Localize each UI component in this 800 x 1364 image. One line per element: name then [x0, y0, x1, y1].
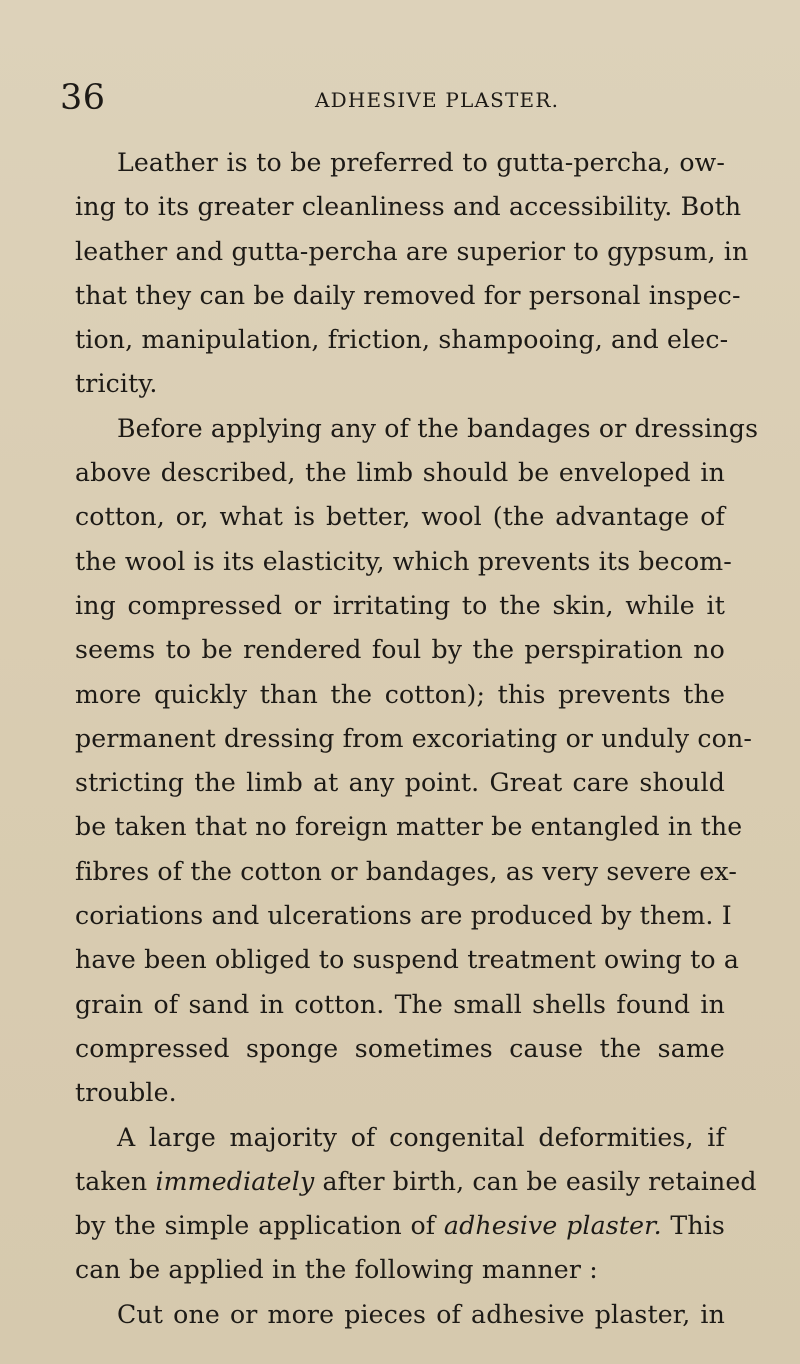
text-segment: tricity. [75, 369, 158, 399]
text-line [75, 1027, 725, 1071]
text-line [75, 1204, 725, 1248]
text-line [75, 850, 737, 894]
text-line [75, 673, 725, 717]
text-line [75, 362, 725, 406]
text-line [75, 1116, 725, 1160]
text-line [75, 717, 753, 761]
text-line [75, 495, 725, 539]
text-line [75, 805, 743, 849]
text-line [75, 185, 742, 229]
text-line [75, 230, 749, 274]
text-line [75, 1160, 757, 1204]
text-segment: leather and gutta-percha are superior to gypsum, in [75, 236, 749, 266]
text-segment: Cut one or more pieces of adhesive plaster, in [117, 1299, 725, 1329]
text-line [75, 1071, 725, 1115]
text-segment: taken [75, 1166, 156, 1196]
text-line [75, 628, 725, 672]
text-line [75, 318, 729, 362]
text-segment: permanent dressing from excoriating or unduly con- [75, 723, 753, 753]
italic-text: adhesive plaster. [443, 1211, 662, 1241]
text-segment: above described, the limb should be enveloped in [75, 458, 725, 488]
text-line [75, 451, 725, 495]
text-segment: that they can be daily removed for personal inspec- [75, 280, 741, 310]
text-segment: be taken that no foreign matter be entangled in the [75, 812, 743, 842]
text-line [75, 761, 725, 805]
text-segment: ing compressed or irritating to the skin, while it [75, 590, 725, 620]
text-line [75, 894, 732, 938]
text-segment: Before applying any of the bandages or dressings [117, 413, 759, 443]
text-segment: compressed sponge sometimes cause the same [75, 1033, 725, 1063]
text-segment: the wool is its elasticity, which prevents its becom- [75, 546, 732, 576]
text-segment: tion, manipulation, friction, shampooing, and elec- [75, 325, 729, 355]
text-line [75, 274, 741, 318]
page-number: 36 [60, 78, 106, 118]
text-line [75, 1293, 725, 1337]
text-line [75, 983, 725, 1027]
text-line [75, 1248, 725, 1292]
text-segment: can be applied in the following manner : [75, 1255, 598, 1285]
text-line [75, 407, 759, 451]
text-line [75, 141, 725, 185]
text-segment: after birth, can be easily retained [314, 1166, 757, 1196]
italic-text: immediately [155, 1166, 315, 1196]
text-line [75, 938, 739, 982]
text-segment: seems to be rendered foul by the perspiration no [75, 635, 725, 665]
text-segment: This [661, 1211, 726, 1241]
text-segment: A large majority of congenital deformities, if [117, 1122, 725, 1152]
text-segment: cotton, or, what is better, wool (the advantage of [75, 502, 725, 532]
text-segment: stricting the limb at any point. Great care should [75, 768, 725, 798]
running-title: ADHESIVE PLASTER. [315, 88, 560, 112]
text-segment: more quickly than the cotton); this prevents the [75, 679, 725, 709]
text-segment: Leather is to be preferred to gutta-percha, ow- [117, 148, 725, 177]
text-line [75, 540, 732, 584]
body-text [75, 141, 759, 1337]
text-segment: fibres of the cotton or bandages, as very severe ex- [75, 856, 737, 886]
text-segment: by the simple application of [75, 1211, 444, 1241]
text-segment: have been obliged to suspend treatment owing to a [75, 945, 739, 975]
text-segment: ing to its greater cleanliness and accessibility. Both [75, 192, 742, 222]
page-header [60, 78, 740, 122]
text-segment: coriations and ulcerations are produced by them. I [75, 901, 732, 931]
text-line [75, 584, 725, 628]
text-segment: grain of sand in cotton. The small shells found in [75, 989, 725, 1019]
text-segment: trouble. [75, 1078, 177, 1108]
